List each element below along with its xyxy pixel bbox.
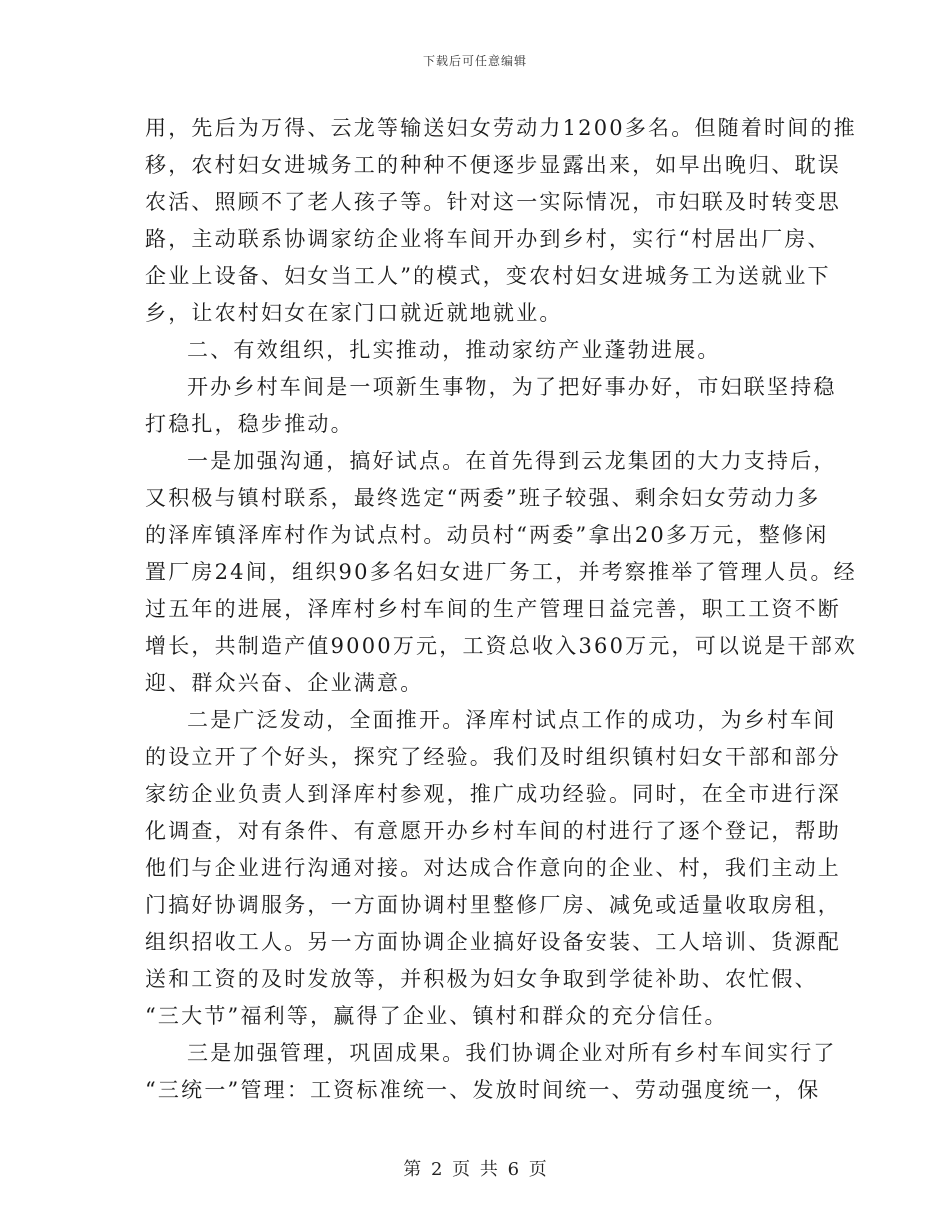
text-line: 的设立开了个好头，探究了经验。我们及时组织镇村妇女干部和部分	[145, 745, 841, 769]
text-line: 组织招收工人。另一方面协调企业搞好设备安装、工人培训、货源配	[145, 930, 841, 954]
paragraph-start: 开办乡村车间是一项新生事物，为了把好事办好，市妇联坚持稳	[187, 375, 837, 399]
text-line: 门搞好协调服务，一方面协调村里整修厂房、减免或适量收取房租，	[145, 893, 841, 917]
text-line: 打稳扎，稳步推动。	[145, 412, 354, 436]
text-line: 化调查，对有条件、有意愿开办乡村车间的村进行了逐个登记，帮助	[145, 819, 841, 843]
text-line: 迎、群众兴奋、企业满意。	[145, 671, 424, 695]
text-line: 又积极与镇村联系，最终选定“两委”班子较强、剩余妇女劳动力多	[145, 486, 821, 510]
text-line: 移，农村妇女进城务工的种种不便逐步显露出来，如早出晚归、耽误	[145, 153, 841, 177]
text-line: 的泽库镇泽库村作为试点村。动员村“两委”拿出20多万元，整修闲	[145, 523, 829, 547]
text-line: 家纺企业负责人到泽库村参观，推广成功经验。同时，在全市进行深	[145, 782, 841, 806]
paragraph-start: 一是加强沟通，搞好试点。在首先得到云龙集团的大力支持后，	[187, 449, 837, 473]
text-line: “三统一”管理：工资标准统一、发放时间统一、劳动强度统一，保	[145, 1078, 821, 1102]
text-line: 过五年的进展，泽库村乡村车间的生产管理日益完善，职工工资不断	[145, 597, 841, 621]
text-line: 乡，让农村妇女在家门口就近就地就业。	[145, 301, 563, 325]
section-heading: 二、有效组织，扎实推动，推动家纺产业蓬勃进展。	[187, 338, 721, 362]
text-line: “三大节”福利等，赢得了企业、镇村和群众的充分信任。	[145, 1004, 728, 1028]
page-header: 下载后可任意编辑	[422, 54, 527, 68]
text-line: 增长，共制造产值9000万元，工资总收入360万元，可以说是干部欢	[145, 634, 858, 658]
text-line: 企业上设备、妇女当工人”的模式，变农村妇女进城务工为送就业下	[145, 264, 831, 288]
paragraph-start: 三是加强管理，巩固成果。我们协调企业对所有乡村车间实行了	[187, 1041, 837, 1065]
paragraph-start: 二是广泛发动，全面推开。泽库村试点工作的成功，为乡村车间	[187, 708, 837, 732]
text-line: 送和工资的及时发放等，并积极为妇女争取到学徒补助、农忙假、	[145, 967, 818, 991]
text-line: 置厂房24间，组织90多名妇女进厂务工，并考察推举了管理人员。经	[145, 560, 857, 584]
text-line: 农活、照顾不了老人孩子等。针对这一实际情况，市妇联及时转变思	[145, 190, 841, 214]
text-line: 路，主动联系协调家纺企业将车间开办到乡村，实行“村居出厂房、	[145, 227, 831, 251]
text-line: 他们与企业进行沟通对接。对达成合作意向的企业、村，我们主动上	[145, 856, 841, 880]
page-number-footer: 第 2 页 共 6 页	[403, 1159, 547, 1180]
text-line: 用，先后为万得、云龙等输送妇女劳动力1200多名。但随着时间的推	[145, 116, 857, 140]
document-body	[145, 110, 858, 1109]
